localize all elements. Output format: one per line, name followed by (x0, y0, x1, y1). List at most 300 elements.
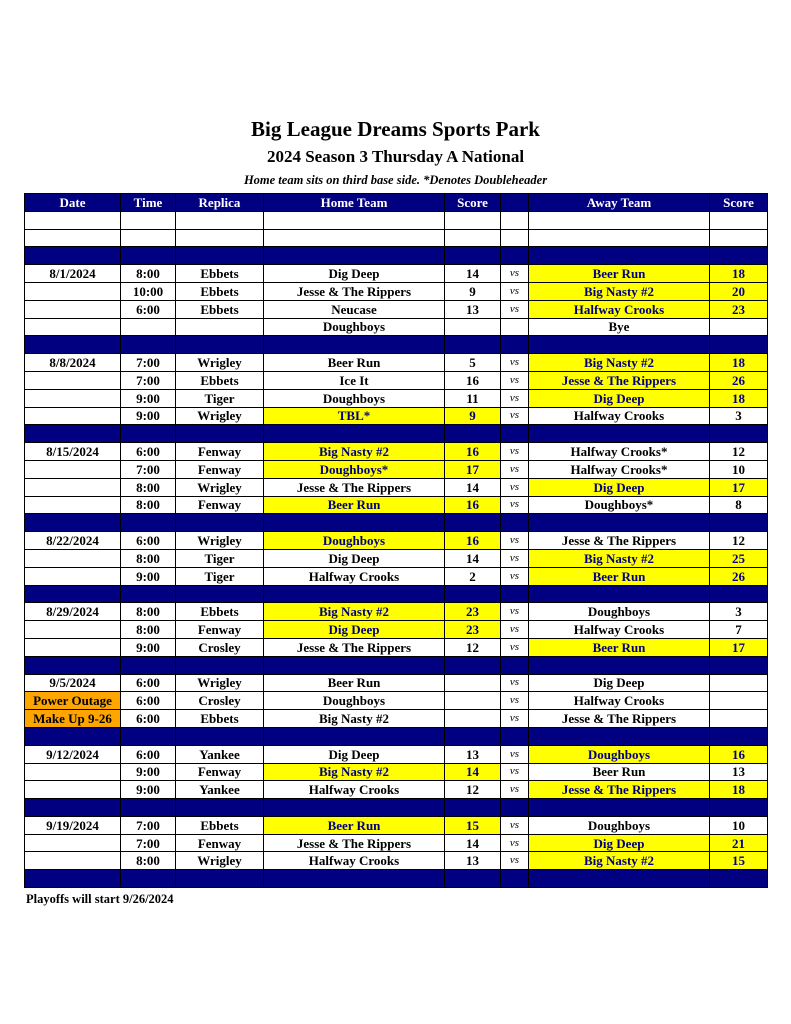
game-row (25, 549, 768, 567)
separator-cell (529, 514, 710, 532)
home-team-cell: Big Nasty #2 (264, 603, 445, 621)
time-cell: 10:00 (121, 282, 176, 300)
separator-cell (25, 799, 121, 817)
home-score-cell: 16 (445, 371, 501, 389)
header-note: Home team sits on third base side. *Denotes Doubleheader (243, 173, 548, 187)
home-score-cell: 9 (445, 407, 501, 425)
date-cell: 8/15/2024 (25, 443, 121, 461)
separator-cell (710, 870, 768, 888)
separator-cell (501, 870, 529, 888)
home-score-cell: 14 (445, 834, 501, 852)
replica-cell: Ebbets (176, 371, 264, 389)
game-row (25, 389, 768, 407)
time-cell: 6:00 (121, 745, 176, 763)
vs-cell: vs (501, 300, 529, 318)
vs-cell (501, 318, 529, 336)
away-score-cell: 12 (710, 532, 768, 550)
separator-cell (176, 727, 264, 745)
home-team-cell: Big Nasty #2 (264, 443, 445, 461)
time-cell: 7:00 (121, 834, 176, 852)
date-cell (25, 460, 121, 478)
home-score-cell: 17 (445, 460, 501, 478)
home-team-cell: Jesse & The Rippers (264, 282, 445, 300)
home-team-cell: Big Nasty #2 (264, 710, 445, 728)
date-cell: 8/1/2024 (25, 265, 121, 283)
separator-cell (264, 799, 445, 817)
separator-cell (25, 514, 121, 532)
vs-cell: vs (501, 621, 529, 639)
week-separator-row (25, 425, 768, 443)
separator-cell (501, 247, 529, 265)
separator-cell (264, 656, 445, 674)
replica-cell: Wrigley (176, 852, 264, 870)
time-cell: 9:00 (121, 763, 176, 781)
away-score-cell: 18 (710, 265, 768, 283)
week-separator-row (25, 247, 768, 265)
vs-cell: vs (501, 496, 529, 514)
date-cell (25, 621, 121, 639)
blank-cell (176, 211, 264, 229)
home-score-cell: 11 (445, 389, 501, 407)
time-cell: 6:00 (121, 532, 176, 550)
away-score-cell: 12 (710, 443, 768, 461)
blank-cell (121, 211, 176, 229)
replica-cell: Wrigley (176, 407, 264, 425)
date-cell (25, 407, 121, 425)
vs-cell: vs (501, 407, 529, 425)
date-cell: 9/5/2024 (25, 674, 121, 692)
home-team-cell: Jesse & The Rippers (264, 834, 445, 852)
blank-cell (529, 229, 710, 247)
week-separator-row (25, 585, 768, 603)
week-separator-row (25, 870, 768, 888)
home-score-cell: 14 (445, 763, 501, 781)
home-team-cell: Beer Run (264, 496, 445, 514)
away-score-cell: 18 (710, 781, 768, 799)
away-team-cell: Dig Deep (529, 674, 710, 692)
vs-cell: vs (501, 710, 529, 728)
away-score-cell (710, 318, 768, 336)
week-separator-row (25, 727, 768, 745)
separator-cell (176, 514, 264, 532)
away-team-cell: Halfway Crooks (529, 300, 710, 318)
vs-cell: vs (501, 265, 529, 283)
col-header-date: Date (25, 194, 121, 212)
home-team-cell: Halfway Crooks (264, 852, 445, 870)
blank-cell (176, 229, 264, 247)
blank-cell (445, 211, 501, 229)
away-team-cell: Doughboys* (529, 496, 710, 514)
vs-cell: vs (501, 745, 529, 763)
separator-cell (445, 247, 501, 265)
away-team-cell: Jesse & The Rippers (529, 532, 710, 550)
home-team-cell: Halfway Crooks (264, 781, 445, 799)
game-row (25, 781, 768, 799)
time-cell: 7:00 (121, 354, 176, 372)
separator-cell (25, 585, 121, 603)
home-team-cell: Halfway Crooks (264, 567, 445, 585)
blank-cell (264, 211, 445, 229)
game-row (25, 354, 768, 372)
away-team-cell: Bye (529, 318, 710, 336)
date-cell (25, 496, 121, 514)
away-team-cell: Beer Run (529, 638, 710, 656)
replica-cell: Fenway (176, 621, 264, 639)
game-row (25, 852, 768, 870)
away-score-cell (710, 674, 768, 692)
vs-cell: vs (501, 478, 529, 496)
replica-cell: Fenway (176, 460, 264, 478)
home-team-cell: Neucase (264, 300, 445, 318)
home-score-cell: 2 (445, 567, 501, 585)
replica-cell: Wrigley (176, 354, 264, 372)
replica-cell: Ebbets (176, 710, 264, 728)
separator-cell (445, 336, 501, 354)
time-cell: 6:00 (121, 443, 176, 461)
time-cell: 9:00 (121, 407, 176, 425)
game-row (25, 300, 768, 318)
separator-cell (710, 514, 768, 532)
replica-cell: Tiger (176, 567, 264, 585)
separator-cell (176, 336, 264, 354)
game-row (25, 282, 768, 300)
schedule-body (25, 211, 768, 887)
separator-cell (121, 336, 176, 354)
home-team-cell: Dig Deep (264, 549, 445, 567)
replica-cell: Fenway (176, 496, 264, 514)
home-score-cell: 9 (445, 282, 501, 300)
separator-cell (445, 425, 501, 443)
separator-cell (121, 247, 176, 265)
date-cell (25, 781, 121, 799)
separator-cell (121, 514, 176, 532)
time-cell: 6:00 (121, 710, 176, 728)
week-separator-row (25, 799, 768, 817)
game-row (25, 710, 768, 728)
page-title: Big League Dreams Sports Park (251, 117, 540, 141)
replica-cell: Ebbets (176, 816, 264, 834)
away-team-cell: Jesse & The Rippers (529, 781, 710, 799)
home-score-cell: 5 (445, 354, 501, 372)
col-header-away-score: Score (710, 194, 768, 212)
page-subtitle: 2024 Season 3 Thursday A National (266, 147, 525, 166)
vs-cell: vs (501, 567, 529, 585)
time-cell: 8:00 (121, 478, 176, 496)
home-score-cell: 12 (445, 638, 501, 656)
game-row (25, 692, 768, 710)
home-score-cell: 13 (445, 852, 501, 870)
replica-cell: Fenway (176, 834, 264, 852)
home-team-cell: Dig Deep (264, 745, 445, 763)
date-cell: 8/22/2024 (25, 532, 121, 550)
separator-cell (25, 247, 121, 265)
home-score-cell: 16 (445, 532, 501, 550)
away-team-cell: Big Nasty #2 (529, 549, 710, 567)
home-score-cell: 13 (445, 745, 501, 763)
separator-cell (529, 247, 710, 265)
replica-cell: Ebbets (176, 265, 264, 283)
separator-cell (445, 585, 501, 603)
away-score-cell: 10 (710, 816, 768, 834)
replica-cell: Fenway (176, 763, 264, 781)
away-team-cell: Dig Deep (529, 834, 710, 852)
blank-row (25, 211, 768, 229)
separator-cell (25, 870, 121, 888)
home-score-cell (445, 318, 501, 336)
vs-cell: vs (501, 674, 529, 692)
separator-cell (529, 727, 710, 745)
separator-cell (501, 727, 529, 745)
away-score-cell: 8 (710, 496, 768, 514)
game-row (25, 532, 768, 550)
blank-row (25, 229, 768, 247)
away-score-cell: 10 (710, 460, 768, 478)
home-score-cell: 14 (445, 549, 501, 567)
separator-cell (264, 336, 445, 354)
replica-cell: Crosley (176, 692, 264, 710)
time-cell: 8:00 (121, 549, 176, 567)
separator-cell (176, 425, 264, 443)
home-team-cell: Dig Deep (264, 265, 445, 283)
time-cell: 9:00 (121, 389, 176, 407)
away-team-cell: Halfway Crooks (529, 621, 710, 639)
separator-cell (501, 336, 529, 354)
home-score-cell: 23 (445, 603, 501, 621)
home-score-cell: 12 (445, 781, 501, 799)
date-cell (25, 389, 121, 407)
separator-cell (121, 656, 176, 674)
vs-cell: vs (501, 389, 529, 407)
vs-cell: vs (501, 532, 529, 550)
date-cell (25, 318, 121, 336)
away-score-cell: 20 (710, 282, 768, 300)
separator-cell (710, 656, 768, 674)
away-team-cell: Doughboys (529, 603, 710, 621)
time-cell: 7:00 (121, 371, 176, 389)
blank-cell (25, 211, 121, 229)
replica-cell: Tiger (176, 549, 264, 567)
vs-cell: vs (501, 763, 529, 781)
separator-cell (264, 425, 445, 443)
separator-cell (501, 514, 529, 532)
home-score-cell: 23 (445, 621, 501, 639)
away-score-cell: 13 (710, 763, 768, 781)
away-score-cell: 21 (710, 834, 768, 852)
col-header-home-team: Home Team (264, 194, 445, 212)
replica-cell: Yankee (176, 781, 264, 799)
away-team-cell: Doughboys (529, 816, 710, 834)
date-cell: 9/12/2024 (25, 745, 121, 763)
date-cell (25, 638, 121, 656)
game-row (25, 603, 768, 621)
separator-cell (121, 425, 176, 443)
separator-cell (121, 799, 176, 817)
time-cell (121, 318, 176, 336)
away-team-cell: Beer Run (529, 567, 710, 585)
game-row (25, 763, 768, 781)
replica-cell: Ebbets (176, 300, 264, 318)
blank-cell (25, 229, 121, 247)
away-score-cell: 3 (710, 603, 768, 621)
date-cell: Power Outage (25, 692, 121, 710)
game-row (25, 460, 768, 478)
vs-cell: vs (501, 549, 529, 567)
blank-cell (529, 211, 710, 229)
time-cell: 9:00 (121, 567, 176, 585)
replica-cell: Crosley (176, 638, 264, 656)
time-cell: 8:00 (121, 852, 176, 870)
game-row (25, 371, 768, 389)
separator-cell (710, 336, 768, 354)
separator-cell (529, 870, 710, 888)
vs-cell: vs (501, 371, 529, 389)
vs-cell: vs (501, 443, 529, 461)
date-cell: Make Up 9-26 (25, 710, 121, 728)
away-team-cell: Big Nasty #2 (529, 852, 710, 870)
home-team-cell: Jesse & The Rippers (264, 638, 445, 656)
vs-cell: vs (501, 603, 529, 621)
away-score-cell (710, 710, 768, 728)
home-team-cell: Beer Run (264, 674, 445, 692)
away-score-cell: 17 (710, 638, 768, 656)
blank-cell (501, 211, 529, 229)
home-team-cell: Ice It (264, 371, 445, 389)
away-team-cell: Halfway Crooks (529, 407, 710, 425)
table-header-row (25, 194, 768, 212)
separator-cell (121, 727, 176, 745)
vs-cell: vs (501, 354, 529, 372)
date-cell (25, 282, 121, 300)
home-team-cell: TBL* (264, 407, 445, 425)
separator-cell (445, 514, 501, 532)
date-cell (25, 834, 121, 852)
week-separator-row (25, 336, 768, 354)
home-score-cell (445, 710, 501, 728)
date-cell (25, 478, 121, 496)
away-team-cell: Dig Deep (529, 478, 710, 496)
col-header-vs (501, 194, 529, 212)
time-cell: 8:00 (121, 621, 176, 639)
away-score-cell: 23 (710, 300, 768, 318)
date-cell (25, 371, 121, 389)
home-team-cell: Big Nasty #2 (264, 763, 445, 781)
home-team-cell: Dig Deep (264, 621, 445, 639)
away-score-cell: 3 (710, 407, 768, 425)
away-team-cell: Jesse & The Rippers (529, 710, 710, 728)
separator-cell (710, 799, 768, 817)
separator-cell (710, 727, 768, 745)
separator-cell (710, 247, 768, 265)
away-score-cell: 16 (710, 745, 768, 763)
date-cell: 8/29/2024 (25, 603, 121, 621)
time-cell: 9:00 (121, 638, 176, 656)
separator-cell (501, 425, 529, 443)
separator-cell (264, 585, 445, 603)
separator-cell (445, 727, 501, 745)
replica-cell: Wrigley (176, 674, 264, 692)
away-score-cell: 15 (710, 852, 768, 870)
separator-cell (264, 514, 445, 532)
game-row (25, 816, 768, 834)
replica-cell: Wrigley (176, 478, 264, 496)
away-score-cell: 26 (710, 567, 768, 585)
separator-cell (176, 799, 264, 817)
date-cell (25, 549, 121, 567)
game-row (25, 674, 768, 692)
home-score-cell: 14 (445, 265, 501, 283)
time-cell: 7:00 (121, 460, 176, 478)
away-team-cell: Doughboys (529, 745, 710, 763)
game-row (25, 638, 768, 656)
time-cell: 8:00 (121, 603, 176, 621)
week-separator-row (25, 656, 768, 674)
away-team-cell: Dig Deep (529, 389, 710, 407)
time-cell: 6:00 (121, 692, 176, 710)
home-team-cell: Doughboys (264, 389, 445, 407)
away-team-cell: Halfway Crooks (529, 692, 710, 710)
game-row (25, 265, 768, 283)
away-score-cell: 25 (710, 549, 768, 567)
home-team-cell: Doughboys* (264, 460, 445, 478)
separator-cell (121, 585, 176, 603)
game-row (25, 745, 768, 763)
separator-cell (264, 870, 445, 888)
home-team-cell: Jesse & The Rippers (264, 478, 445, 496)
blank-cell (710, 229, 768, 247)
schedule-table (24, 193, 768, 888)
time-cell: 7:00 (121, 816, 176, 834)
away-score-cell: 26 (710, 371, 768, 389)
replica-cell: Fenway (176, 443, 264, 461)
date-cell (25, 300, 121, 318)
away-score-cell: 7 (710, 621, 768, 639)
separator-cell (501, 656, 529, 674)
separator-cell (445, 870, 501, 888)
separator-cell (121, 870, 176, 888)
separator-cell (25, 425, 121, 443)
home-team-cell: Doughboys (264, 692, 445, 710)
blank-cell (710, 211, 768, 229)
separator-cell (529, 656, 710, 674)
home-score-cell (445, 692, 501, 710)
time-cell: 9:00 (121, 781, 176, 799)
separator-cell (529, 799, 710, 817)
away-score-cell: 18 (710, 389, 768, 407)
col-header-time: Time (121, 194, 176, 212)
replica-cell (176, 318, 264, 336)
separator-cell (710, 425, 768, 443)
separator-cell (264, 727, 445, 745)
game-row (25, 318, 768, 336)
date-cell (25, 852, 121, 870)
separator-cell (529, 336, 710, 354)
vs-cell: vs (501, 460, 529, 478)
game-row (25, 407, 768, 425)
time-cell: 6:00 (121, 300, 176, 318)
separator-cell (445, 656, 501, 674)
separator-cell (176, 656, 264, 674)
vs-cell: vs (501, 692, 529, 710)
away-team-cell: Big Nasty #2 (529, 354, 710, 372)
blank-cell (445, 229, 501, 247)
home-team-cell: Doughboys (264, 318, 445, 336)
time-cell: 6:00 (121, 674, 176, 692)
vs-cell: vs (501, 282, 529, 300)
separator-cell (529, 425, 710, 443)
away-team-cell: Halfway Crooks* (529, 443, 710, 461)
date-cell: 8/8/2024 (25, 354, 121, 372)
playoffs-note: Playoffs will start 9/26/2024 (26, 892, 174, 906)
